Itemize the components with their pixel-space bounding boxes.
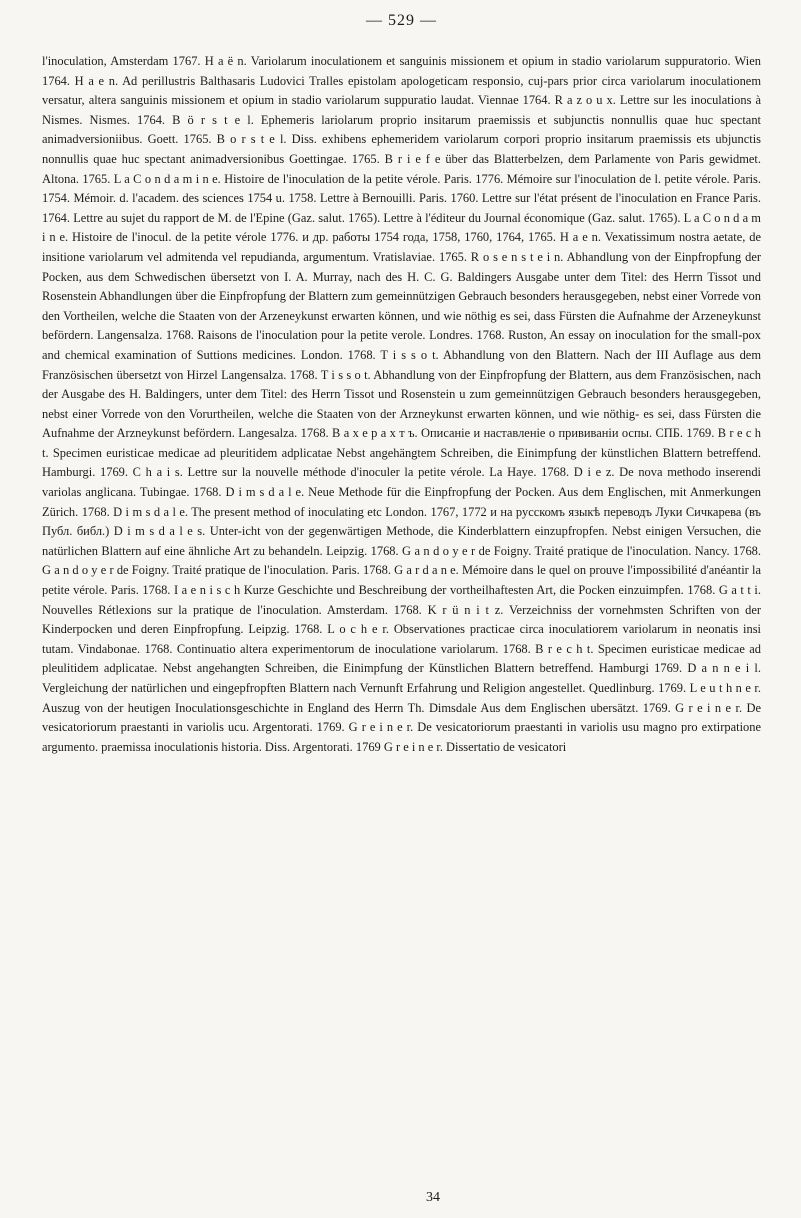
bibliography-text: l'inoculation, Amsterdam 1767. H a ë n. Variolarum inoculationem et sanguinis missionem et opium in stadio variolarum suppuratorio. Wien 1764. H a e n. Ad perillustris Balthasaris Ludovici Tralles epistolam apologeticam responsio, cuj-pars prior circa variolarum inoculationem versatur, altera sanguinis missionem et opium in stadio variolarum suppuratio laudat. Viennae 1764. R a z o u x. Lettre sur les inoculations à Nismes. Nismes. 1764. B ö r s t e l. Ephemeris lariolarum proprio insitarum praemissis et subjunctis nonnullis quae huc spectant animadversioniibus. Goett. 1765. B o r s t e l. Diss. exhibens ephemeridem variolarum corpori proprio insitarum praemissis ets ubjunctis nonnullis quae huc spectant animadversionibus Goettingae. 1765. B r i e f e über das Blatterbelzen, dem Parlamente von Paris gewidmet. Altona. 1765. L a C o n d a m i n e. Histoire de l'inoculation de la petite vérole. Paris. 1776. Mémoire sur l'inoculation de l. petite vérole. Paris. 1754. Mémoir. d. l'academ. des sciences 1754 u. 1758. Lettre à Bernouilli. Paris. 1760. Lettre sur l'état présent de l'inoculation en France Paris. 1764. Lettre au sujet du rapport de M. de l'Epine (Gaz. salut. 1765). Lettre à l'éditeur du Journal économique (Gaz. salut. 1765). L a C o n d a m i n e. Histoire de l'inocul. de la petite vérole 1776. и др. работы 1754 года, 1758, 1760, 1764, 1765. H a e n. Vexatissimum nostra aetate, de insitione variolarum vel admitenda vel repudianda, argumentum. Vratislaviae. 1765. R o s e n s t e i n. Abhandlung von der Einpfropfung der Pocken, aus dem Schwedischen übersetzt von I. A. Murray, nach des H. C. G. Baldingers Ausgabe unter dem Titel: des Herrn Tissot und Rosenstein Abhandlungen über die Einpfropfung der Blattern zum gemeinnützigen Gebrauch besonders herausgegeben, nebst einer Vorrede von den Vortheilen, welche die Staaten von der Arzeneykunst erwarten können, und wie nöthig es sei, dass Fürsten die Aufnahme der Arzeneykunst befördern. Langensalza. 1768. Raisons de l'inoculation pour la petite verole. Londres. 1768. Ruston, An essay on inoculation for the small-pox and chemical examination of Suttions medicines. London. 1768. T i s s o t. Abhandlung von den Blattern. Nach der III Auflage aus dem Französischen übersetzt von Hirzel Langensalza. 1768. T i s s o t. Abhandlung von der Einpfropfung der Blattern, aus dem Französischen, nach der Ausgabe des H. Baldingers, unter dem Titel: des Herrn Tissot und Rosenstein u zum gemeinnützigen Gebrauch besonders herausgegeben, nebst einer Vorrede von den Vorurtheilen, welche die Staaten von der Arzneykunst erwarten können, und wie nöthig- es sei, dass Fürsten die Aufnahme der Arzneykunst befördern. Langesalza. 1768. В а х е р а х т ъ. Описаніе и наставленіе о прививаніи оспы. СПБ. 1769. B r e c h t. Specimen euristicae medicae ad pleuritidem adplicatae Nebst angehängtem Schreiben, die Einimpfung der künstlichen Blattern betreffend. Hamburgi. 1769. C h a i s. Lettre sur la nouvelle méthode d'inoculer la petite vérole. La Haye. 1768. D i e z. De nova methodo inserendi variolas anglicana. Tubingae. 1768. D i m s d a l e. Neue Methode für die Einpfropfung der Pocken. Aus dem Englischen, mit Anmerkungen Zürich. 1768. D i m s d a l e. The present method of inoculating etc London. 1767, 1772 и на русскомъ языкѣ переводъ Луки Сичкарева (въ Публ. библ.) D i m s d a l e s. Unter-icht von der gegenwärtigen Methode, die Kinderblattern einzupfropfen. Nebst einigen Versuchen, die natürlichen Blattern auf eine ähnliche Art zu behandeln. Leipzig. 1768. G a n d o y e r de Foigny. Traité pratique de l'inoculation. Nancy. 1768. G a n d o y e r de Foigny. Traité pratique de l'inoculation. Paris. 1768. G a r d a n e. Mémoire dans le quel on prouve l'impossibilité d'anéantir la petite vérole. Paris. 1768. I a e n i s c h Kurze Geschichte und Beschreibung der vortheilhaftesten Art, die Pocken einzuimpfen. 1768. G a t t i. Nouvelles Rétlexions sur la pratique de l'inoculation. Amsterdam. 1768. K r ü n i t z. Verzeichniss der vornehmsten Schriften von der Kinderpocken und deren Einpfropfung. Leipzig. 1768. L o c h e r. Observationes practicae circa inoculatiorem variolarum in neonatis insi tutam. Vindabonae. 1768. Continuatio altera experimentorum de inoculatione variolarum. 1768. B r e c h t. Specimen euristicae medicae ad pleulitidem adplicatae. Nebst angehangten Schreiben, die Einimpfung der Künstlichen Blattern betreffend. Hamburgi 1769. D a n n e i l. Vergleichung der natürlichen und eingepfropften Blattern nach Vernunft Erfahrung und Religion angestellet. Quedlinburg. 1769. L e u t h n e r. Auszug von der heutigen Inoculationsgeschichte in England des Herrn Th. Dimsdale Aus dem Englischen ubersätzt. 1769. G r e i n e r. De vesicatoriorum praestanti in variolis ucu. Argentorati. 1769. G r e i n e r. De vesicatoriorum praestanti in variolis usu magno pro extirpatione argumento. praemissa inoculationis historia. Diss. Argentorati. 1769 G r e i n e r. Dissertatio de vesicatori [42,54,761,754]
signature-mark: 34 [426,1190,440,1205]
page-number: — 529 — [366,12,437,29]
